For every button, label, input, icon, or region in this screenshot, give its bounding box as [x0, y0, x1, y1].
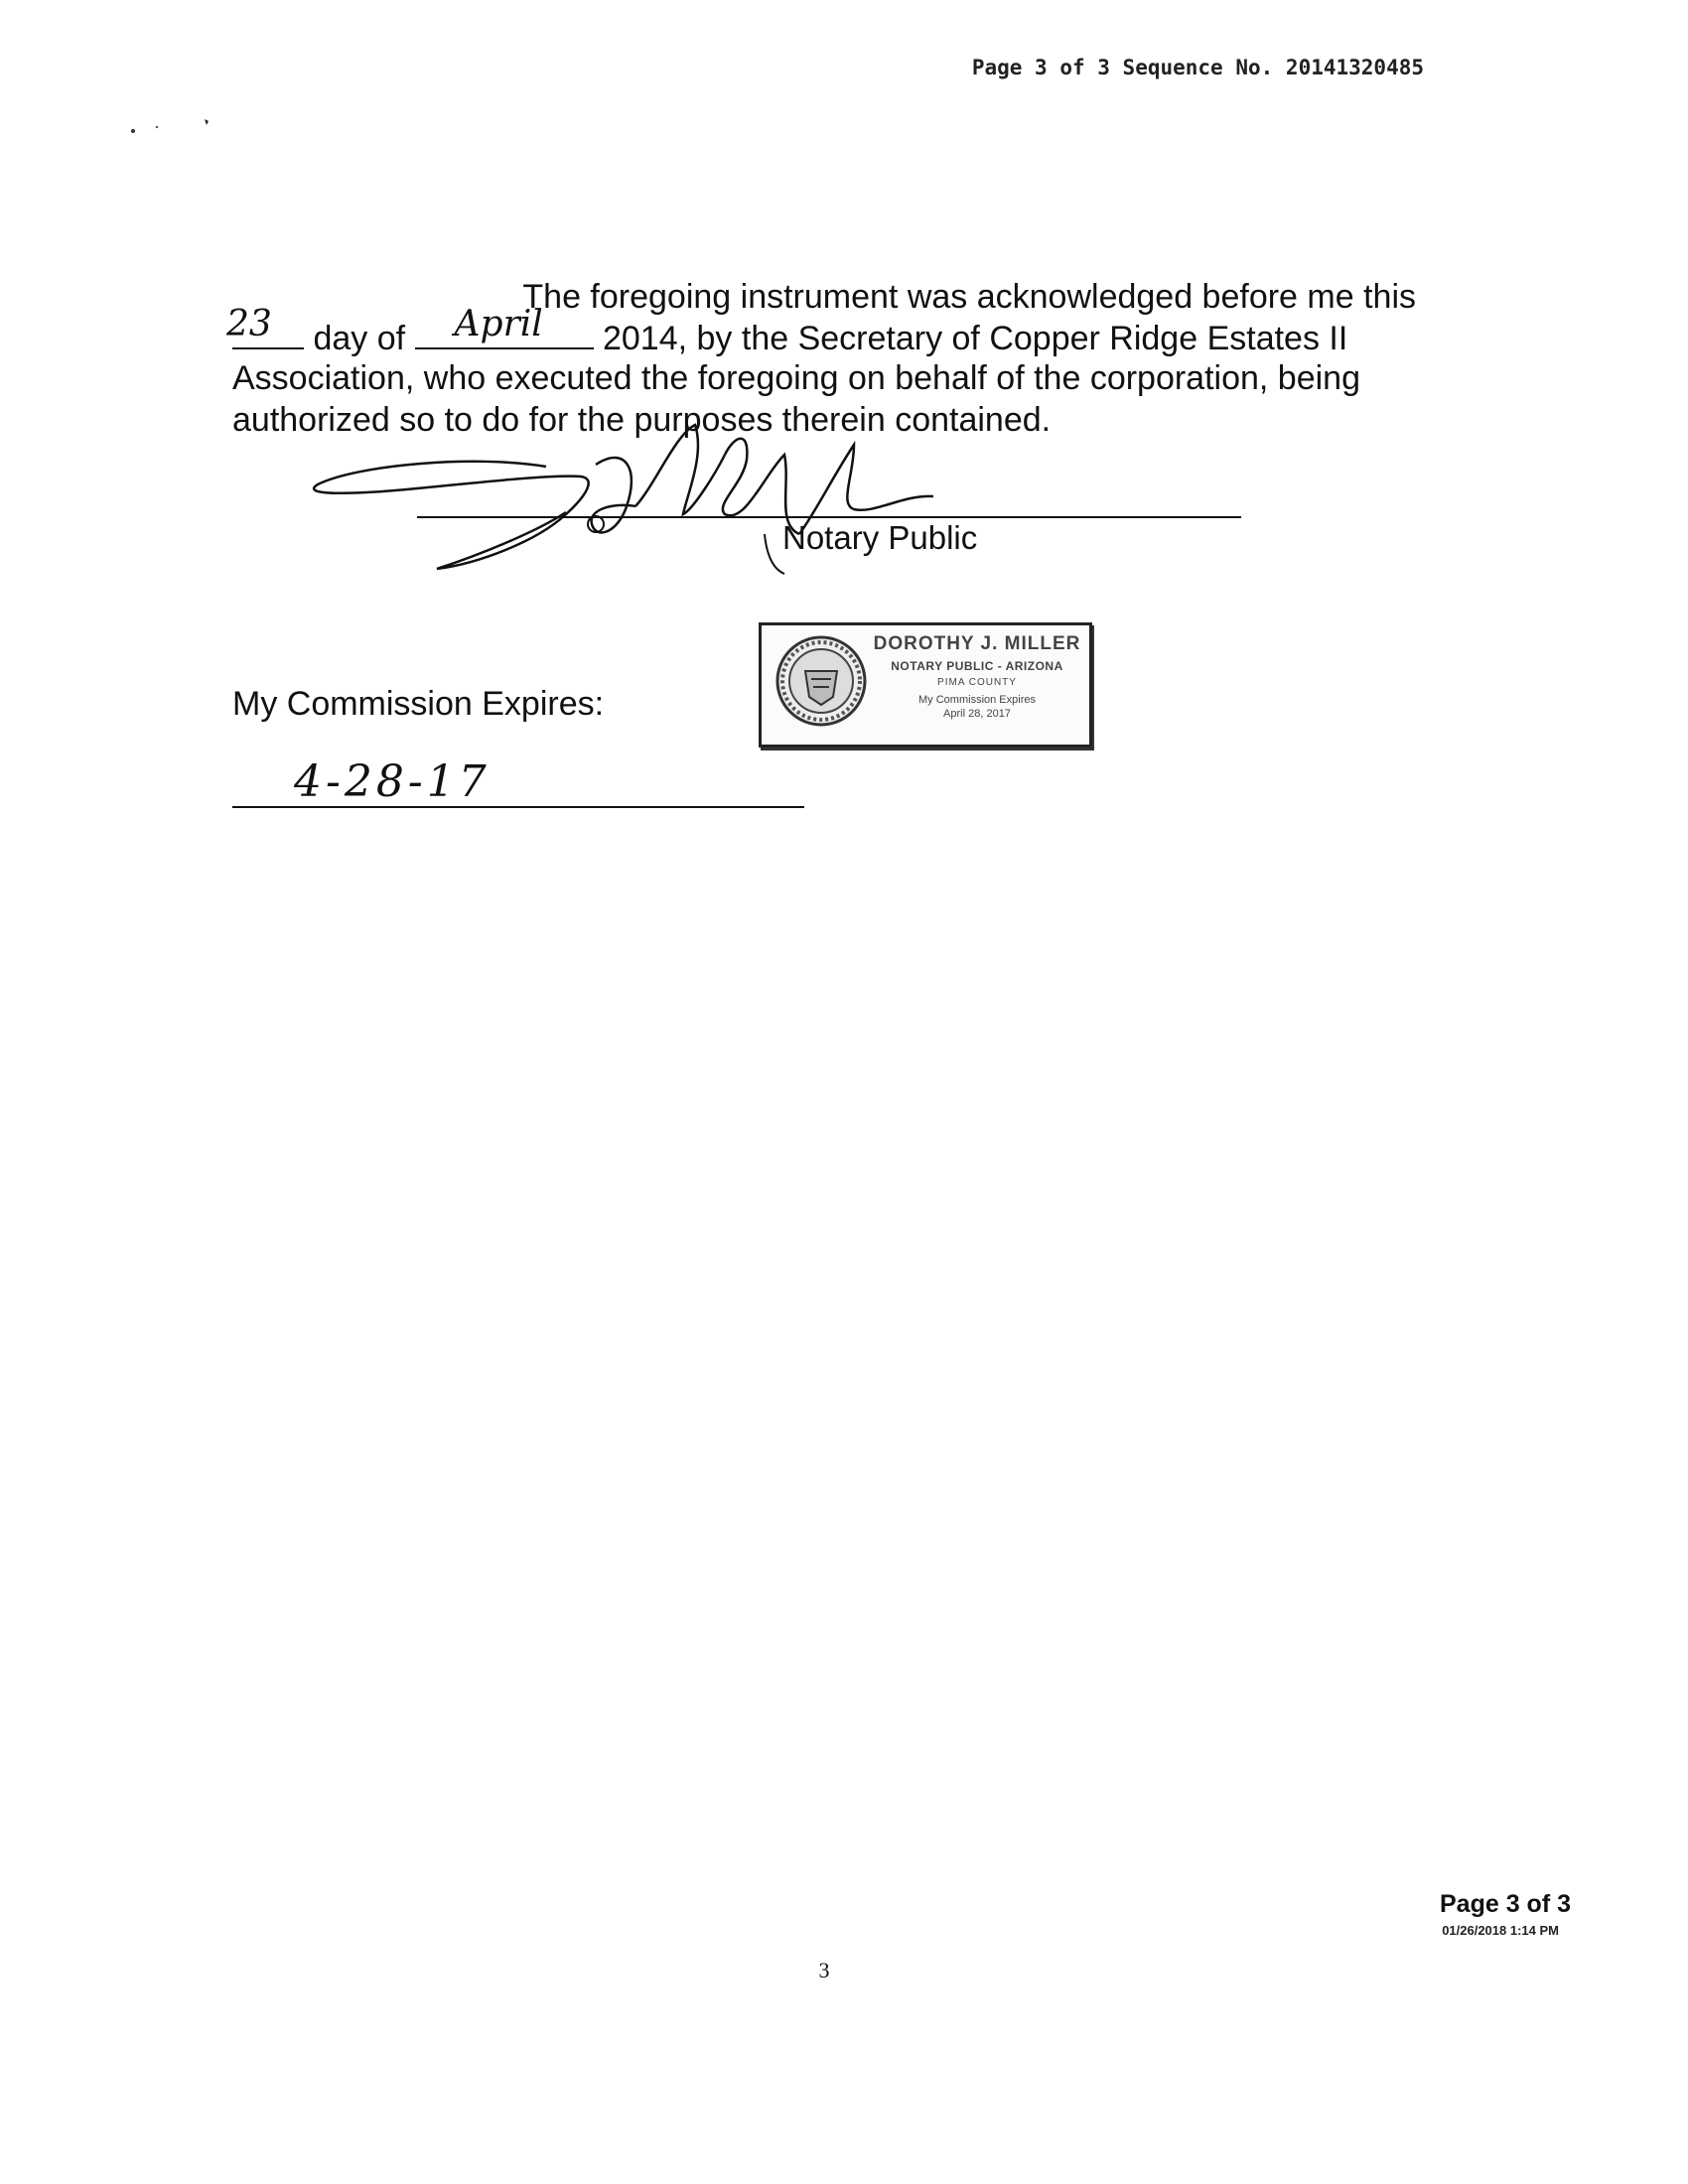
notary-stamp [759, 622, 1092, 748]
day-blank [226, 304, 304, 349]
day-label: day of [313, 320, 406, 357]
footer-timestamp: 01/26/2018 1:14 PM [1442, 1923, 1559, 1938]
stamp-expires-label: My Commission Expires [918, 694, 1036, 706]
commission-date-line [232, 806, 804, 808]
stamp-expires-date: April 28, 2017 [943, 708, 1011, 720]
scan-specks [127, 111, 216, 141]
commission-expires-date: 4-28-17 [294, 756, 491, 807]
header-sequence-label: Sequence No. [1122, 56, 1274, 79]
ack-line-2 [226, 304, 1416, 359]
ack-line-3: Association, who executed the foregoing on behalf of the corporation, being [232, 359, 1360, 397]
day-handwritten: 23 [226, 304, 272, 344]
header-page-info: Page 3 of 3 [971, 56, 1110, 79]
notary-public-label: Notary Public [782, 519, 978, 556]
page-number: 3 [818, 1958, 830, 1982]
month-blank [415, 304, 594, 349]
ack-line-4: authorized so to do for the purposes therein contained. [232, 401, 1052, 439]
stamp-text-block [873, 633, 1081, 720]
stamp-title: NOTARY PUBLIC - ARIZONA [891, 659, 1063, 673]
state-seal-icon [775, 635, 867, 727]
footer-page-info: Page 3 of 3 [1440, 1890, 1571, 1918]
ack-line-2-rest: 2014, by the Secretary of Copper Ridge Estates II [602, 320, 1348, 357]
ack-line-1: The foregoing instrument was acknowledged before me this [522, 278, 1416, 316]
stamp-name: DOROTHY J. MILLER [873, 633, 1081, 654]
month-handwritten: April [454, 304, 543, 344]
commission-expires-label: My Commission Expires: [232, 685, 605, 723]
page-header [972, 56, 1424, 79]
header-sequence-number: 20141320485 [1285, 56, 1424, 79]
stamp-county: PIMA COUNTY [937, 677, 1017, 688]
